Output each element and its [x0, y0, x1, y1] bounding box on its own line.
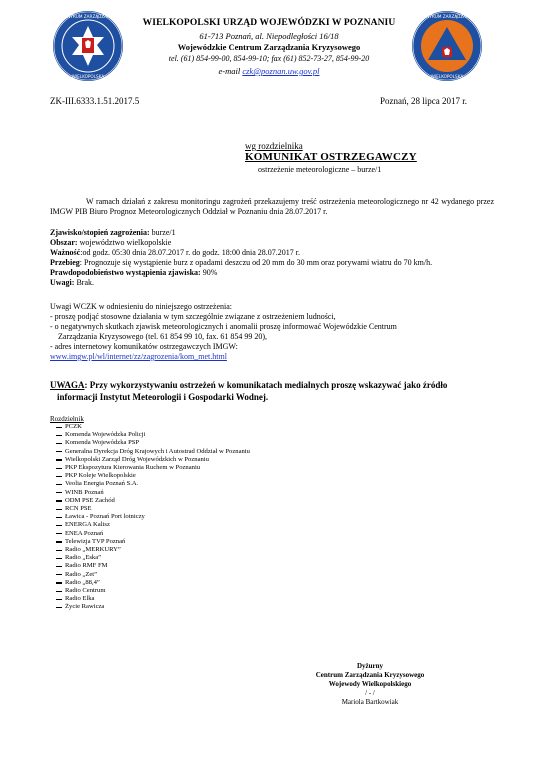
email-link[interactable]: czk@poznan.uw.gov.pl — [242, 66, 320, 76]
phenomenon-row — [50, 228, 500, 238]
wczk-heading: Uwagi WCZK w odniesieniu do niniejszego ostrzeżenia: — [50, 302, 233, 311]
distribution-item: Ławica - Poznań Port lotniczy — [50, 513, 250, 521]
warning-details — [50, 228, 500, 288]
probability-row — [50, 268, 500, 278]
signature-role: Dyżurny — [356, 662, 384, 670]
distribution-item: Telewizja TVP Poznań — [50, 538, 250, 546]
distribution-item: Veolia Energia Poznań S.A. — [50, 480, 250, 488]
signature-unit: Centrum Zarządzania Kryzysowego — [315, 671, 425, 679]
distribution-item: ENEA Poznań — [50, 530, 250, 538]
svg-text:CENTRUM ZARZĄDZANIA: CENTRUM ZARZĄDZANIA — [420, 14, 474, 19]
distribution-item: ENERGA Kalisz — [50, 521, 250, 529]
area-label: Obszar: — [50, 238, 78, 247]
document-title: KOMUNIKAT OSTRZEGAWCZY — [245, 151, 417, 163]
phenomenon-label: Zjawisko/stopień zagrożenia: — [50, 228, 150, 237]
wczk-item-1: - proszę podjąć stosowne działania w tym szczególnie związane z ostrzeżeniem ludności, — [50, 312, 336, 321]
course-label: Przebieg — [50, 258, 80, 267]
media-notice-line1 — [50, 380, 496, 392]
distribution-item: Życie Rawicza — [50, 603, 250, 611]
notice-label: UWAGA — [50, 380, 85, 390]
center-name: Wojewódzkie Centrum Zarządzania Kryzysowego — [177, 42, 361, 52]
distribution-item: Komenda Wojewódzka Policji — [50, 431, 250, 439]
probability-label: Prawdopodobieństwo wystąpienia zjawiska: — [50, 268, 201, 277]
svg-text:CENTRUM ZARZĄDZANIA: CENTRUM ZARZĄDZANIA — [61, 14, 115, 19]
distribution-list — [50, 423, 250, 612]
remarks-value: Brak. — [76, 278, 95, 287]
wczk-item-3: - adres internetowy komunikatów ostrzegawczych IMGW: — [50, 342, 238, 351]
signature-mark: / - / — [365, 689, 375, 697]
distribution-item: ODM PSE Zachód — [50, 497, 250, 505]
distribution-item: RCN PSE — [50, 505, 250, 513]
distribution-item: Wielkopolski Zarząd Dróg Wojewódzkich w Poznaniu — [50, 456, 250, 464]
contact-phone: tel. (61) 854-99-00, 854-99-10; fax (61) 852-73-27, 854-99-20 — [168, 54, 370, 63]
document-subtitle: ostrzeżenie meteorologiczne – burze/1 — [258, 165, 382, 174]
wczk-remarks — [50, 302, 496, 362]
svg-text:WIELKOPOLSKA: WIELKOPOLSKA — [71, 74, 105, 79]
office-address: 61-713 Poznań, al. Niepodległości 16/18 — [199, 31, 339, 41]
area-row — [50, 238, 500, 248]
phenomenon-value: burze/1 — [151, 228, 176, 237]
validity-label: Ważność — [50, 248, 81, 257]
signature-name: Mariola Bartkowiak — [341, 698, 399, 706]
wczk-item-2-cont: Zarządzania Kryzysowego (tel. 61 854 99 10, fax. 61 854 99 20), — [58, 332, 268, 341]
remarks-label: Uwagi: — [50, 278, 75, 287]
distribution-item: Radio „MERKURY” — [50, 546, 250, 554]
distribution-item: Generalna Dyrekcja Dróg Krajowych i Autostrad Oddział w Poznaniu — [50, 448, 250, 456]
distribution-item: PCZK — [50, 423, 250, 431]
signature-block — [290, 662, 450, 707]
distribution-item: Radio Elka — [50, 595, 250, 603]
notice-text: : Przy wykorzystywaniu ostrzeżeń w komunikatach medialnych proszę wskazywać jako źródło — [84, 380, 448, 390]
svg-text:WIELKOPOLSKA: WIELKOPOLSKA — [430, 74, 464, 79]
reference-number: ZK-III.6333.1.51.2017.5 — [50, 96, 140, 106]
validity-value: :od godz. 05:30 dnia 28.07.2017 r. do godz. 18:00 dnia 28.07.2017 r. — [80, 248, 300, 257]
distribution-item: Radio RMF FM — [50, 562, 250, 570]
course-row — [50, 258, 500, 268]
distribution-item: Radio „Eska” — [50, 554, 250, 562]
distribution-item: Radio „Zet” — [50, 571, 250, 579]
imgw-url-link[interactable]: www.imgw.pl/wl/internet/zz/zagrozenia/kom_met.html — [50, 352, 227, 361]
distribution-item: PKP Koleje Wielkopolskie — [50, 472, 250, 480]
remarks-row — [50, 278, 500, 288]
email-label: e-mail — [218, 66, 241, 76]
distribution-item: Komenda Wojewódzka PSP — [50, 439, 250, 447]
left-logo — [52, 10, 124, 82]
probability-value: 90% — [202, 268, 218, 277]
distribution-item: Radio Centrum — [50, 587, 250, 595]
right-logo — [411, 10, 483, 82]
distribution-item: PKP Ekspozytura Kierowania Ruchem w Poznaniu — [50, 464, 250, 472]
office-title: WIELKOPOLSKI URZĄD WOJEWÓDZKI W POZNANIU — [142, 18, 396, 28]
signature-office: Wojewody Wielkopolskiego — [328, 680, 412, 688]
media-notice — [50, 380, 496, 403]
place-date: Poznań, 28 lipca 2017 r. — [380, 96, 467, 106]
contact-email-row — [128, 66, 410, 77]
validity-row — [50, 248, 500, 258]
distribution-note: wg rozdzielnika — [245, 141, 303, 151]
distribution-item: Radio „88,4” — [50, 579, 250, 587]
distribution-heading: Rozdzielnik — [50, 415, 84, 423]
wczk-item-2: - o negatywnych skutkach zjawisk meteorologicznych i anomalii proszę informować Wojewódzkie Centrum — [50, 322, 397, 331]
distribution-item: WINB Poznań — [50, 489, 250, 497]
notice-line2: informacji Instytut Meteorologii i Gospodarki Wodnej. — [57, 391, 269, 402]
course-value: : Prognozuje się wystąpienie burz z opadami deszczu od 20 mm do 30 mm oraz porywami wiatru do 70 km/h. — [79, 258, 433, 267]
intro-paragraph: W ramach działań z zakresu monitoringu zagrożeń przekazujemy treść ostrzeżenia meteorologicznego nr 42 wydanego przez IMGW PIB Biuro Prognoz Meteorologicznych Oddział w Poznaniu dnia 28.07.2017 r. — [50, 197, 494, 216]
area-value: województwo wielkopolskie — [79, 238, 172, 247]
